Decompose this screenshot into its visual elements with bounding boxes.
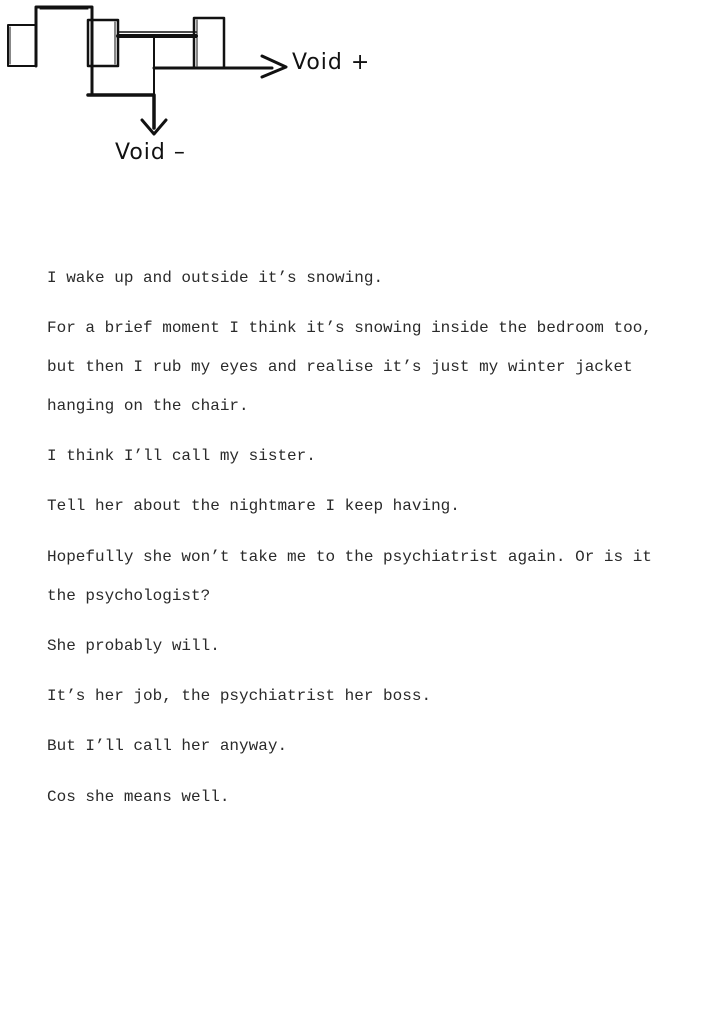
right-box	[194, 18, 224, 68]
paragraph: For a brief moment I think it’s snowing inside the bedroom too, but then I rub my eyes and realise it’s just my winter jacket hanging on the chair.	[47, 319, 652, 415]
paragraph: Hopefully she won’t take me to the psychiatrist again. Or is it the psychologist?	[47, 548, 652, 605]
paragraph: I wake up and outside it’s snowing.	[47, 269, 384, 287]
tall-step	[36, 7, 92, 95]
void-plus-label: Void +	[292, 50, 371, 75]
paragraph: It’s her job, the psychiatrist her boss.	[47, 687, 432, 705]
paragraph: She probably will.	[47, 637, 220, 655]
paragraph: But I’ll call her anyway.	[47, 737, 288, 755]
left-box	[8, 25, 36, 66]
void-minus-label: Void –	[115, 140, 186, 165]
step-diagram-drawing	[0, 0, 380, 175]
paragraph: Cos she means well.	[47, 788, 230, 806]
paragraph: I think I’ll call my sister.	[47, 447, 316, 465]
paragraph: Tell her about the nightmare I keep having.	[47, 497, 460, 515]
